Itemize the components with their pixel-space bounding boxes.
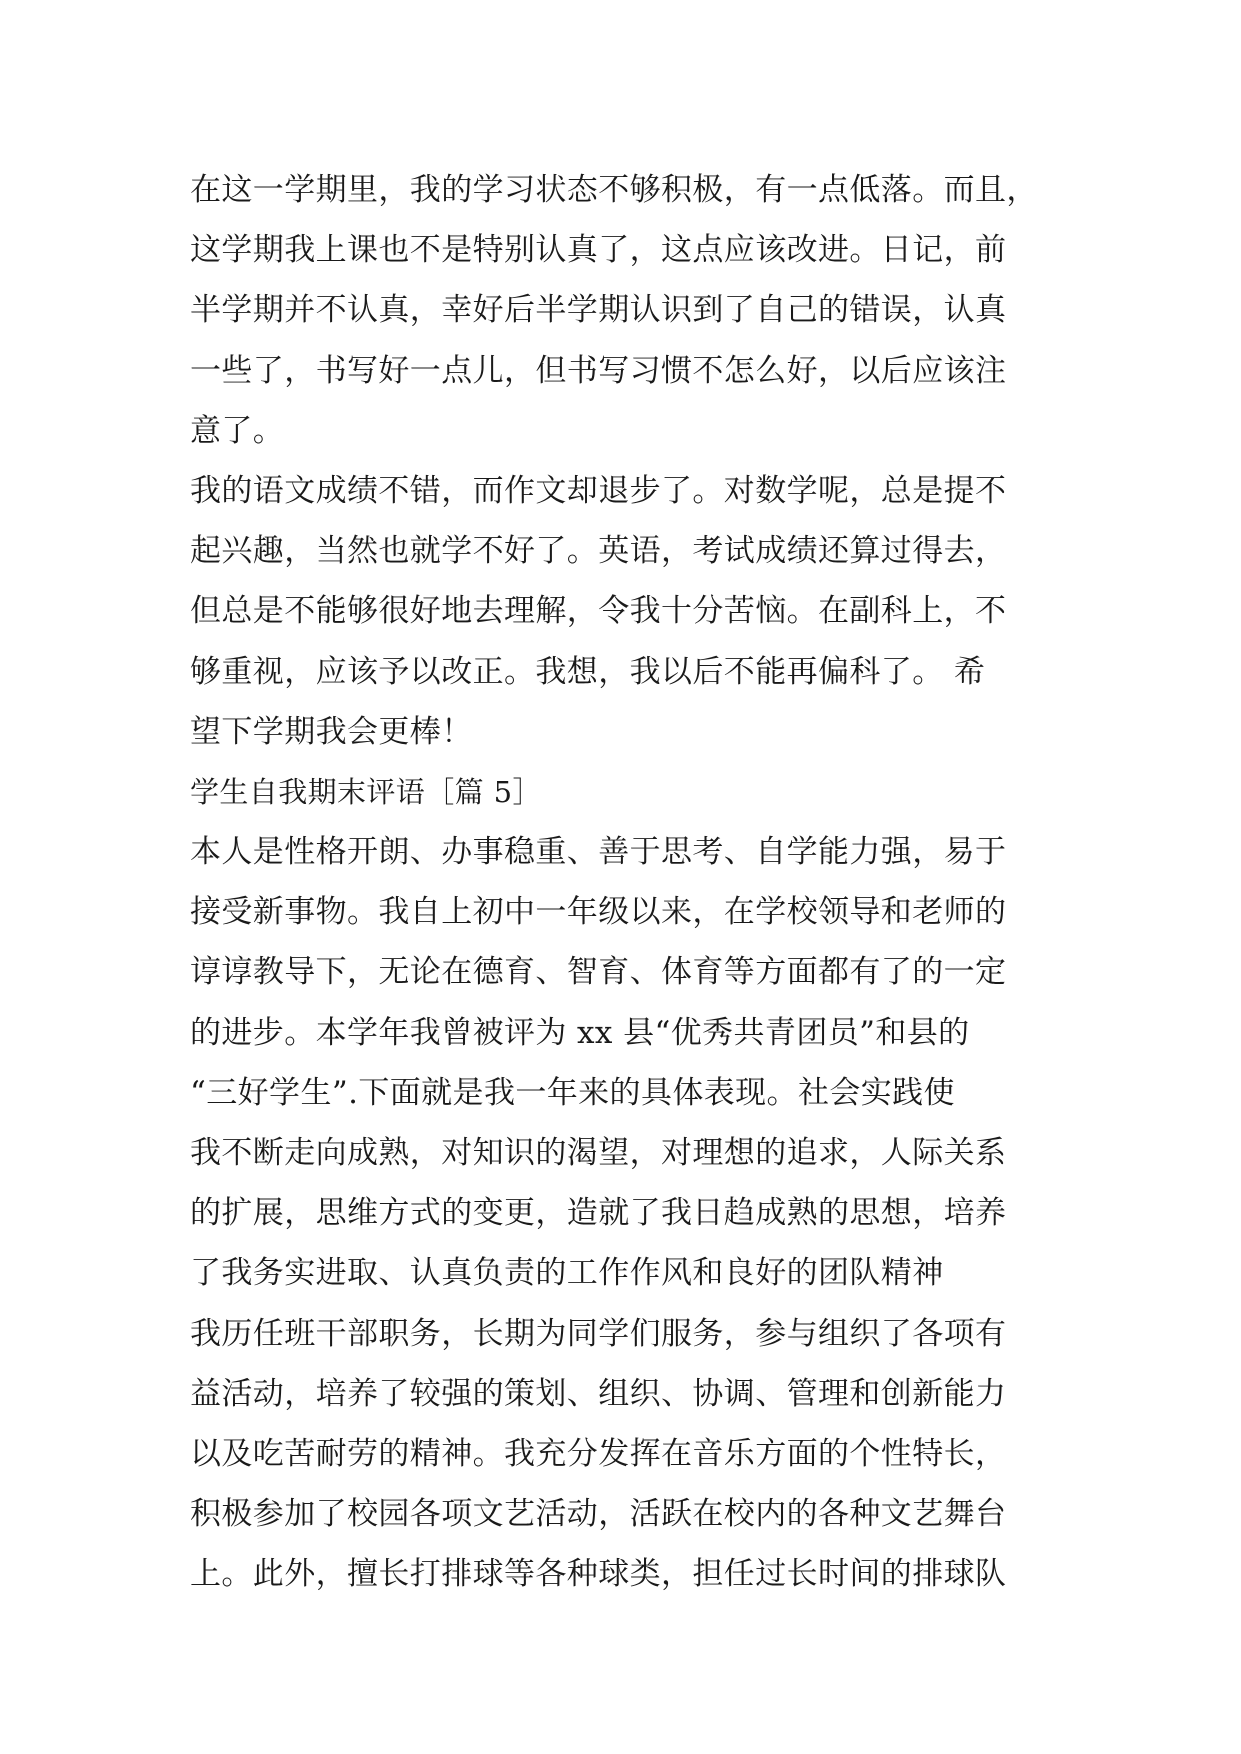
text-line: 上。此外，擅长打排球等各种球类，担任过长时间的排球队 [190,1556,1007,1593]
text-line: 本人是性格开朗、办事稳重、善于思考、自学能力强，易于 [190,834,1007,871]
document-body [190,160,1070,1605]
text-line: 了我务实进取、认真负责的工作作风和良好的团队精神 [190,1255,944,1292]
text-line: “三好学生”.下面就是我一年来的具体表现。社会实践使 [190,1074,955,1111]
text-line: 益活动，培养了较强的策划、组织、协调、管理和创新能力 [190,1375,1007,1412]
text-line: 以及吃苦耐劳的精神。我充分发挥在音乐方面的个性特长， [190,1435,1007,1472]
text-line: 起兴趣，当然也就学不好了。英语，考试成绩还算过得去， [190,533,1007,570]
text-line: 我不断走向成熟，对知识的渴望，对理想的追求，人际关系 [190,1135,1007,1171]
text-line: 接受新事物。我自上初中一年级以来，在学校领导和老师的 [190,894,1007,931]
text-line: 积极参加了校园各项文艺活动，活跃在校内的各种文艺舞台 [190,1496,1007,1533]
text-line: 一些了，书写好一点儿，但书写习惯不怎么好，以后应该注 [190,352,1007,389]
text-line: 这学期我上课也不是特别认真了，这点应该改进。日记，前 [190,232,1007,269]
text-line: 够重视，应该予以改正。我想，我以后不能再偏科了。 希 [190,653,986,690]
text-line: 但总是不能够很好地去理解，令我十分苦恼。在副科上，不 [190,593,1007,630]
text-line: 半学期并不认真，幸好后半学期认识到了自己的错误，认真 [190,292,1007,329]
text-line: 我历任班干部职务，长期为同学们服务，参与组织了各项有 [190,1315,1007,1352]
text-line: 的扩展，思维方式的变更，造就了我日趋成熟的思想，培养 [190,1195,1007,1232]
section-heading: 学生自我期末评语［篇 5］ [190,774,542,809]
text-line: 意了。 [190,412,285,449]
text-line: 我的语文成绩不错，而作文却退步了。对数学呢，总是提不 [190,472,1007,509]
text-line: 的进步。本学年我曾被评为 xx 县“优秀共青团员”和县的 [190,1014,970,1051]
text-line: 在这一学期里，我的学习状态不够积极，有一点低落。而且， [190,172,1038,208]
text-line: 望下学期我会更棒！ [190,713,473,750]
text-line: 谆谆教导下，无论在德育、智育、体育等方面都有了的一定 [190,954,1007,991]
